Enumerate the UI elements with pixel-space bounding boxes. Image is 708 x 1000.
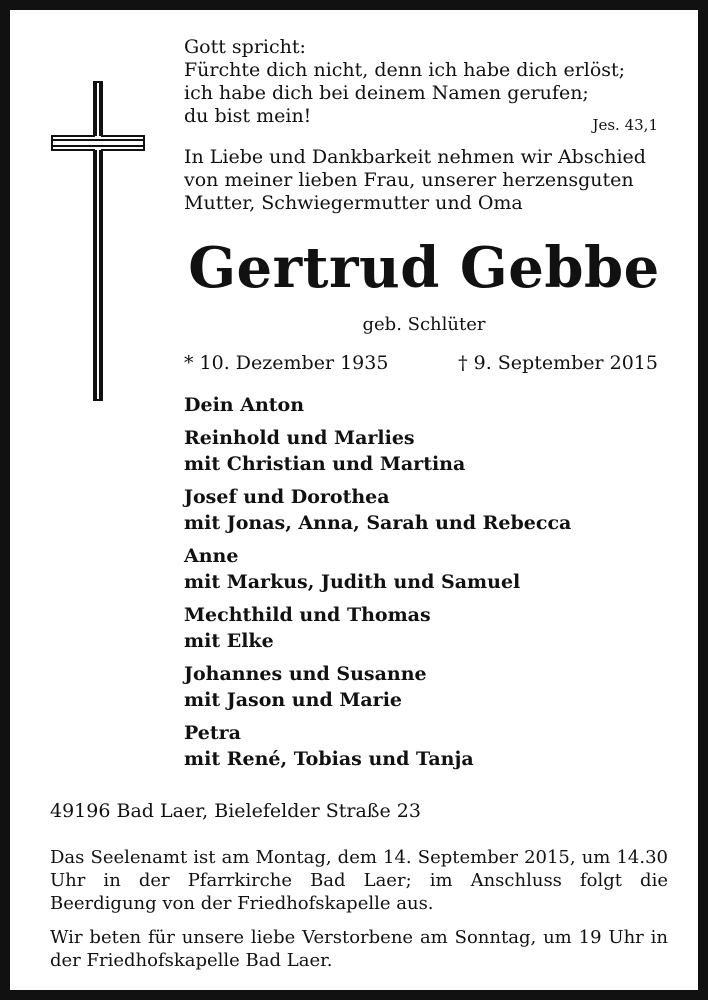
birth-date: * 10. Dezember 1935: [184, 352, 389, 374]
verse-line: Fürchte dich nicht, denn ich habe dich erlöst;: [184, 59, 626, 81]
mourner-line: Anne: [184, 545, 239, 567]
prayer-notice: Wir beten für unsere liebe Verstorbene am Sonntag, um 19 Uhr in der Friedhofskapelle Bad Laer.: [50, 927, 668, 971]
mourner-line: mit Jonas, Anna, Sarah und Rebecca: [184, 512, 572, 534]
mourner-line: Petra: [184, 722, 241, 744]
mourner-line: Josef und Dorothea: [184, 486, 390, 508]
mourner-group: [184, 720, 571, 772]
mourner-group: [184, 661, 571, 713]
mourner-line: mit Jason und Marie: [184, 689, 402, 711]
mourner-group: [184, 602, 571, 654]
farewell-intro: [184, 146, 646, 215]
verse-line: Gott spricht:: [184, 36, 306, 58]
death-date: † 9. September 2015: [458, 352, 658, 374]
bible-verse: [184, 36, 625, 128]
mourner-line: Dein Anton: [184, 394, 305, 416]
mourner-line: Johannes und Susanne: [184, 663, 427, 685]
intro-line: In Liebe und Dankbarkeit nehmen wir Abschied: [184, 146, 646, 168]
birth-name: geb. Schlüter: [362, 314, 486, 335]
mourner-line: Mechthild und Thomas: [184, 604, 431, 626]
mourner-group: [184, 425, 571, 477]
verse-line: du bist mein!: [184, 105, 312, 127]
family-address: 49196 Bad Laer, Bielefelder Straße 23: [50, 800, 421, 822]
mourner-line: mit Markus, Judith und Samuel: [184, 571, 521, 593]
mourner-group: [184, 543, 571, 595]
mourner-group: [184, 484, 571, 536]
intro-line: Mutter, Schwiegermutter und Oma: [184, 192, 523, 214]
mourner-line: Reinhold und Marlies: [184, 427, 415, 449]
mourners-list: [184, 392, 571, 779]
mourner-line: mit Christian und Martina: [184, 453, 466, 475]
verse-line: ich habe dich bei deinem Namen gerufen;: [184, 82, 589, 104]
funeral-mass-notice: Das Seelenamt ist am Montag, dem 14. September 2015, um 14.30 Uhr in der Pfarrkirche Bad Laer; im Anschluss folgt die Beerdigung von der Friedhofskapelle aus.: [50, 847, 668, 914]
mourner-line: mit Elke: [184, 630, 274, 652]
intro-line: von meiner lieben Frau, unserer herzensguten: [184, 169, 634, 191]
mourner-group: [184, 392, 571, 418]
verse-reference: Jes. 43,1: [592, 116, 658, 134]
cross-icon: [50, 70, 146, 410]
mourner-line: mit René, Tobias und Tanja: [184, 748, 474, 770]
deceased-name: Gertrud Gebbe: [188, 235, 660, 301]
